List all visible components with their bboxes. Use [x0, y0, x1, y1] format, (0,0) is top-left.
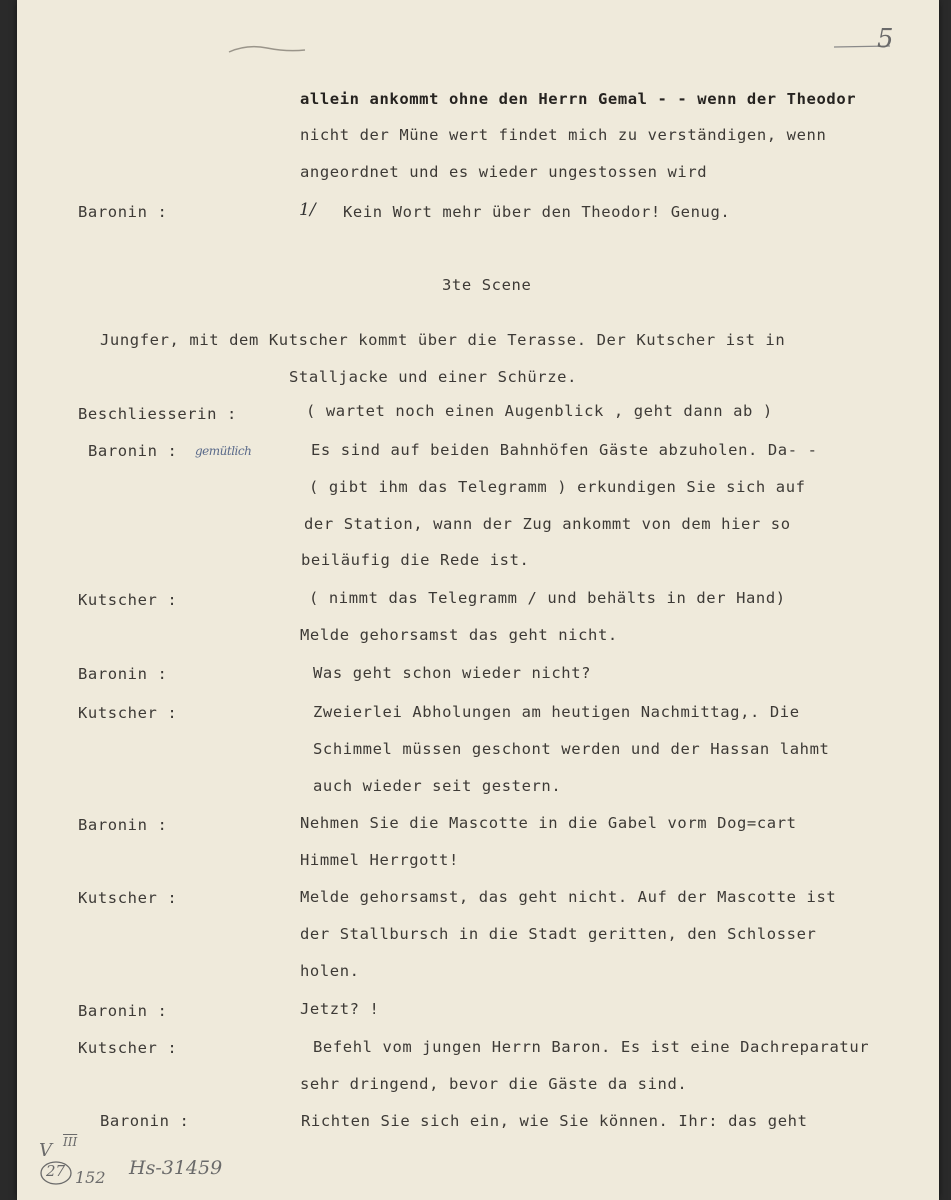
dialogue-line: Schimmel müssen geschont werden und der Hassan lahmt: [313, 740, 830, 758]
pencil-stroke-icon: [227, 42, 307, 56]
speaker-label: Baronin :: [78, 1002, 168, 1020]
text-line: nicht der Müne wert findet mich zu verständigen, wenn: [300, 126, 827, 144]
dialogue-line: Himmel Herrgott!: [300, 851, 459, 869]
dialogue-line: ( nimmt das Telegramm / und behälts in der Hand): [309, 589, 786, 607]
document-page: [17, 0, 939, 1200]
dialogue-line: Jetzt? !: [300, 1000, 380, 1018]
dialogue-line: Zweierlei Abholungen am heutigen Nachmittag,. Die: [313, 703, 800, 721]
dialogue-line: ( wartet noch einen Augenblick , geht dann ab ): [306, 402, 773, 420]
dialogue-line: holen.: [300, 962, 360, 980]
archive-folio: 152: [75, 1168, 106, 1187]
margin-mark: 1/: [299, 200, 316, 220]
archive-volume: V: [39, 1140, 52, 1161]
dialogue-line: sehr dringend, bevor die Gäste da sind.: [300, 1075, 688, 1093]
dialogue-line: Melde gehorsamst, das geht nicht. Auf der Mascotte ist: [300, 888, 837, 906]
speaker-label: Baronin :: [78, 203, 168, 221]
dialogue-line: Befehl vom jungen Herrn Baron. Es ist eine Dachreparatur: [313, 1038, 870, 1056]
archive-volume-sub: $\overline{III}$: [63, 1135, 78, 1149]
dialogue-line: Melde gehorsamst das geht nicht.: [300, 626, 618, 644]
stage-direction-line: Stalljacke und einer Schürze.: [289, 368, 578, 386]
speaker-label: Baronin :: [88, 442, 178, 460]
dialogue-line: auch wieder seit gestern.: [313, 777, 562, 795]
dialogue-line: der Stallbursch in die Stadt geritten, den Schlosser: [300, 925, 817, 943]
dialogue-line: beiläufig die Rede ist.: [301, 551, 530, 569]
archive-signature: Hs-31459: [129, 1157, 223, 1179]
stage-direction-line: Jungfer, mit dem Kutscher kommt über die Terasse. Der Kutscher ist in: [100, 331, 786, 349]
speaker-label: Baronin :: [100, 1112, 190, 1130]
text-line: angeordnet und es wieder ungestossen wird: [300, 163, 708, 181]
scene-title: 3te Scene: [442, 276, 532, 294]
speaker-label: Kutscher :: [78, 704, 178, 722]
dialogue-line: Richten Sie sich ein, wie Sie können. Ihr: das geht: [301, 1112, 808, 1130]
handwritten-annotation: gemütlich: [195, 444, 252, 458]
speaker-label: Beschliesserin :: [78, 405, 237, 423]
dialogue-line: Was geht schon wieder nicht?: [313, 664, 592, 682]
speaker-label: Baronin :: [78, 816, 168, 834]
text-line: allein ankommt ohne den Herrn Gemal - - wenn der Theodor: [300, 90, 857, 108]
archive-folio-circled: 27: [46, 1162, 66, 1180]
dialogue-line: der Station, wann der Zug ankommt von dem hier so: [304, 515, 791, 533]
speaker-label: Baronin :: [78, 665, 168, 683]
dialogue-line: ( gibt ihm das Telegramm ) erkundigen Sie sich auf: [309, 478, 806, 496]
page-number: 5: [877, 24, 894, 54]
dialogue-line: Es sind auf beiden Bahnhöfen Gäste abzuholen. Da- -: [311, 441, 818, 459]
dialogue-line: Kein Wort mehr über den Theodor! Genug.: [343, 203, 731, 221]
speaker-label: Kutscher :: [78, 591, 178, 609]
speaker-label: Kutscher :: [78, 889, 178, 907]
speaker-label: Kutscher :: [78, 1039, 178, 1057]
dialogue-line: Nehmen Sie die Mascotte in die Gabel vorm Dog=cart: [300, 814, 797, 832]
